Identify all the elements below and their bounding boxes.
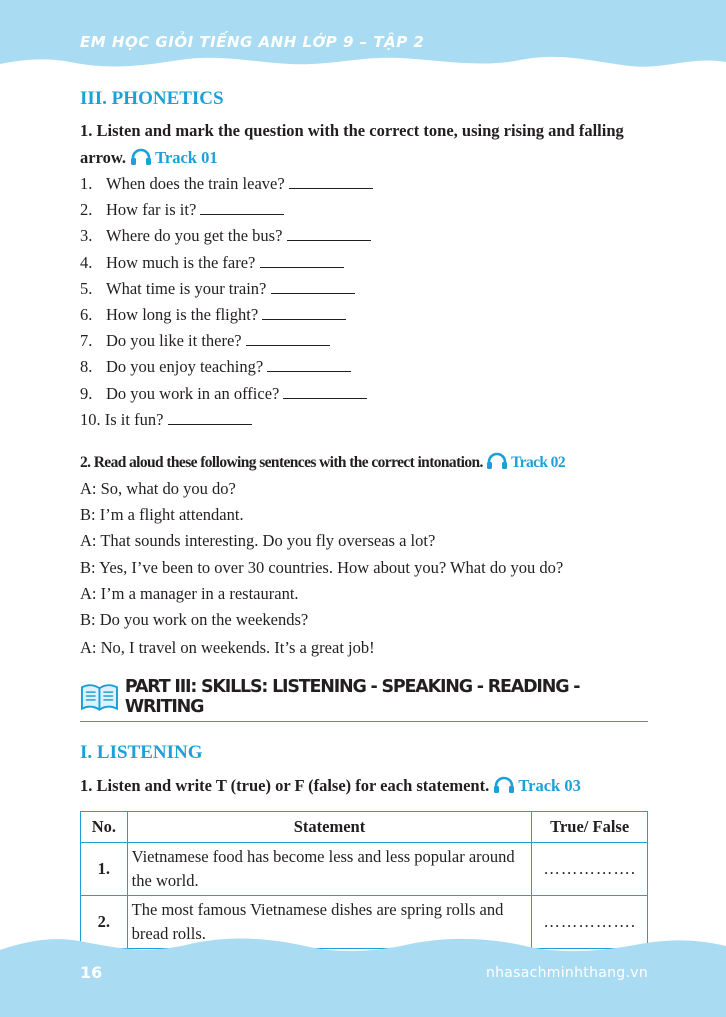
true-false-table xyxy=(80,811,648,949)
dialogue xyxy=(80,476,648,661)
table-row xyxy=(81,843,648,896)
headphones-icon xyxy=(130,148,152,166)
dialogue-line: A: I’m a manager in a restaurant. xyxy=(80,583,299,603)
list-item: 2. How far is it? xyxy=(80,197,648,223)
answer-blank[interactable] xyxy=(271,279,355,294)
list-item: 1. When does the train leave? xyxy=(80,171,648,197)
answer-blank[interactable] xyxy=(262,305,346,320)
phonetics-q2-title: 2. Read aloud these following sentences with the correct intonation. Track 02 xyxy=(80,454,565,472)
listening-heading: I. LISTENING xyxy=(80,742,203,764)
page-content xyxy=(80,88,648,949)
answer-blank[interactable] xyxy=(289,174,373,189)
dialogue-line: B: Yes, I’ve been to over 30 countries. How about you? What do you do? xyxy=(80,557,564,577)
list-item: 7. Do you like it there? xyxy=(80,328,648,354)
phonetics-heading: III. PHONETICS xyxy=(80,88,224,109)
statement: Vietnamese food has become less and less popular around the world. xyxy=(127,843,532,896)
publisher-site: nhasachminhthang.vn xyxy=(485,965,648,981)
row-number: 1. xyxy=(81,843,128,896)
phonetics-q1-title: 1. Listen and mark the question with the correct tone, using rising and falling arrow. Track 01 xyxy=(80,121,624,167)
answer-blank[interactable] xyxy=(283,384,367,399)
column-header: True/ False xyxy=(532,812,648,843)
dialogue-line: B: I’m a flight attendant. xyxy=(80,505,244,525)
phonetics-q1-list xyxy=(80,171,648,433)
dialogue-line: A: So, what do you do? xyxy=(80,479,236,499)
book-title: EM HỌC GIỎI TIẾNG ANH LỚP 9 – TẬP 2 xyxy=(80,33,425,51)
track-03-link[interactable]: Track 03 xyxy=(493,776,580,795)
list-item: 10. Is it fun? xyxy=(80,407,648,433)
column-header: No. xyxy=(81,812,128,843)
headphones-icon xyxy=(486,452,508,470)
dialogue-line: A: That sounds interesting. Do you fly overseas a lot? xyxy=(80,531,436,551)
column-header: Statement xyxy=(127,812,532,843)
list-item: 4. How much is the fare? xyxy=(80,250,648,276)
list-item: 5. What time is your train? xyxy=(80,276,648,302)
answer-blank[interactable] xyxy=(287,226,371,241)
dialogue-line: B: Do you work on the weekends? xyxy=(80,610,309,630)
headphones-icon xyxy=(493,776,515,794)
list-item: 8. Do you enjoy teaching? xyxy=(80,354,648,380)
list-item: 3. Where do you get the bus? xyxy=(80,223,648,249)
answer-field[interactable]: ……………. xyxy=(532,896,648,949)
answer-blank[interactable] xyxy=(260,253,344,268)
list-item: 9. Do you work in an office? xyxy=(80,381,648,407)
page-number: 16 xyxy=(80,963,103,982)
statement: The most famous Vietnamese dishes are spring rolls and bread rolls. xyxy=(127,896,532,949)
listening-q1-title: 1. Listen and write T (true) or F (false) for each statement. Track 03 xyxy=(80,776,581,796)
dialogue-line: A: No, I travel on weekends. It’s a great job! xyxy=(80,638,375,658)
answer-blank[interactable] xyxy=(168,410,252,425)
answer-blank[interactable] xyxy=(246,331,330,346)
table-header-row xyxy=(81,812,648,843)
answer-blank[interactable] xyxy=(267,357,351,372)
list-item: 6. How long is the flight? xyxy=(80,302,648,328)
row-number: 2. xyxy=(81,896,128,949)
track-01-link[interactable]: Track 01 xyxy=(130,148,217,167)
answer-blank[interactable] xyxy=(200,200,284,215)
answer-field[interactable]: ……………. xyxy=(532,843,648,896)
track-02-link[interactable]: Track 02 xyxy=(486,454,565,471)
part-header xyxy=(80,677,648,722)
book-icon xyxy=(80,681,119,713)
part-title: PART III: SKILLS: LISTENING - SPEAKING - READING - WRITING xyxy=(124,677,580,718)
